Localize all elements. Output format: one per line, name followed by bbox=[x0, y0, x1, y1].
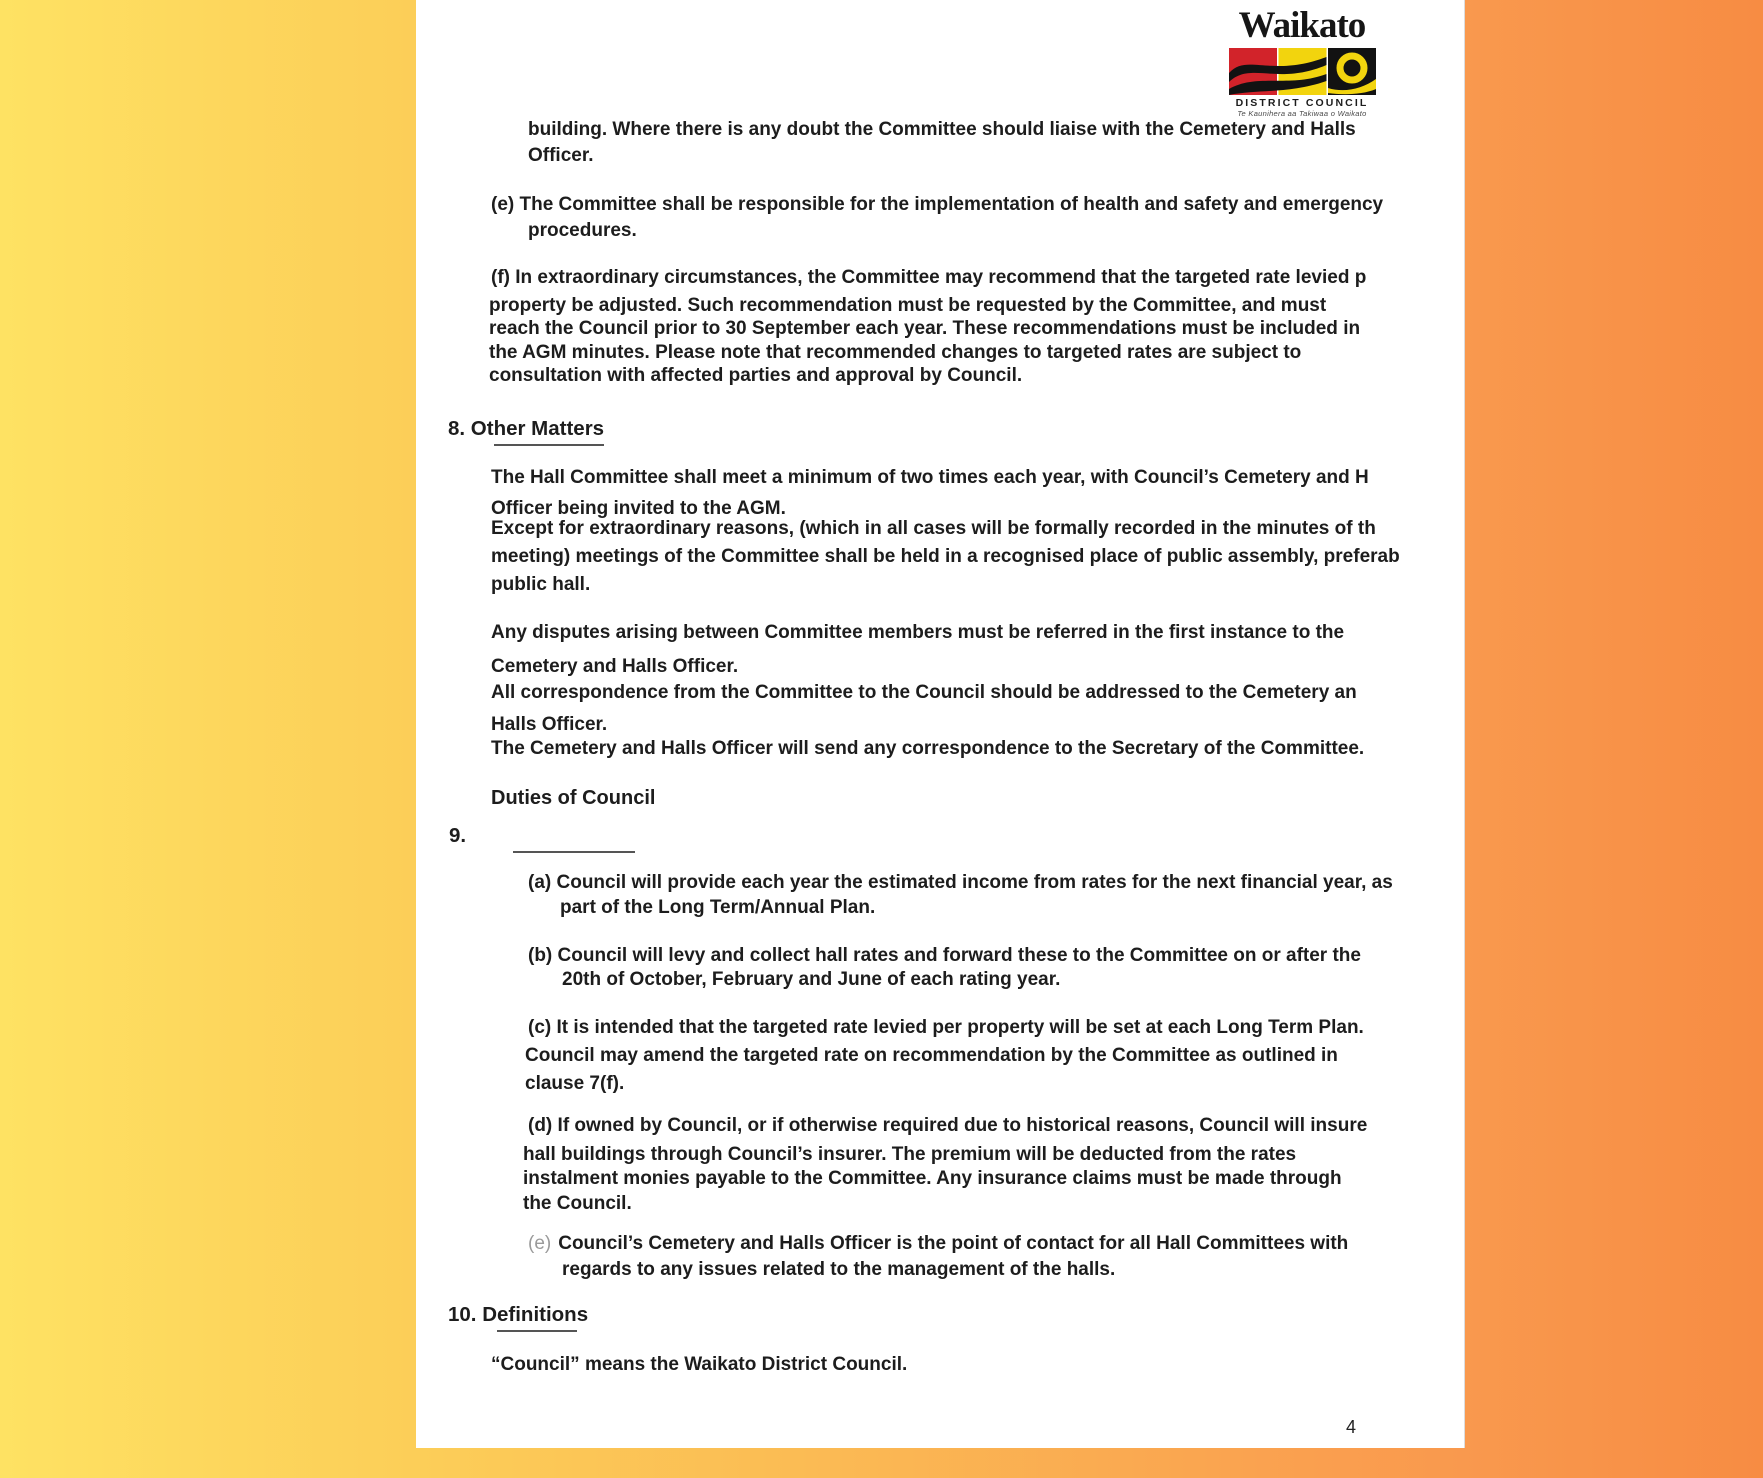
logo-district-council: DISTRICT COUNCIL bbox=[1235, 97, 1369, 109]
logo-flag-icon bbox=[1229, 48, 1376, 95]
paragraph-continuation bbox=[528, 117, 1356, 169]
logo-tagline: Te Kaunihera aa Takiwaa o Waikato bbox=[1237, 109, 1367, 118]
text-line: procedures. bbox=[528, 220, 637, 241]
text-line: Officer. bbox=[528, 145, 594, 166]
text-line: (d) If owned by Council, or if otherwise required due to historical reasons, Council will insure bbox=[528, 1115, 1368, 1136]
text-line: building. Where there is any doubt the Committee should liaise with the Cemetery and Halls bbox=[528, 119, 1356, 140]
text-line: hall buildings through Council’s insurer. The premium will be deducted from the rates bbox=[523, 1143, 1297, 1165]
logo-wordmark: Waikato bbox=[1238, 5, 1366, 46]
text-line: Any disputes arising between Committee members must be referred in the first instance to the bbox=[491, 622, 1345, 643]
text-line: The Hall Committee shall meet a minimum of two times each year, with Council’s Cemetery and H bbox=[491, 467, 1369, 488]
text-line: the AGM minutes. Please note that recommended changes to targeted rates are subject to bbox=[489, 341, 1302, 363]
text-line: Except for extraordinary reasons, (which in all cases will be formally recorded in the minutes of th bbox=[491, 518, 1376, 539]
clause-7e bbox=[491, 192, 1383, 244]
clause-9c bbox=[525, 1014, 1364, 1098]
clause-7f bbox=[489, 266, 1366, 388]
text-line: Cemetery and Halls Officer. bbox=[491, 656, 739, 677]
section-8-paragraph bbox=[491, 616, 1344, 684]
text-line: part of the Long Term/Annual Plan. bbox=[560, 897, 876, 918]
text-line: meeting) meetings of the Committee shall be held in a recognised place of public assembly, preferab bbox=[491, 546, 1400, 567]
text-line: (c) It is intended that the targeted rate levied per property will be set at each Long Term Plan. bbox=[528, 1017, 1364, 1038]
clause-9d bbox=[523, 1114, 1367, 1216]
text-line: (f) In extraordinary circumstances, the Committee may recommend that the targeted rate levied p bbox=[491, 267, 1367, 288]
clause-9a bbox=[528, 870, 1393, 920]
section-9-number: 9. bbox=[449, 824, 467, 847]
text-line: (a) Council will provide each year the estimated income from rates for the next financial year, as bbox=[528, 872, 1393, 893]
document-page bbox=[416, 0, 1465, 1448]
text-line: instalment monies payable to the Committee. Any insurance claims must be made through bbox=[523, 1168, 1342, 1189]
text-line: (b) Council will levy and collect hall rates and forward these to the Committee on or after the bbox=[528, 945, 1361, 966]
duties-heading: Duties of Council bbox=[491, 787, 656, 809]
text-line bbox=[528, 1231, 1348, 1257]
text-line: regards to any issues related to the management of the halls. bbox=[562, 1259, 1116, 1280]
section-8-paragraph bbox=[491, 515, 1400, 599]
text-line: the Council. bbox=[523, 1192, 632, 1214]
heading-text: 10. D bbox=[448, 1303, 497, 1326]
text-line: All correspondence from the Committee to the Council should be addressed to the Cemetery an bbox=[491, 682, 1357, 703]
section-9-blank-underline bbox=[513, 851, 635, 853]
text-line: consultation with affected parties and approval by Council. bbox=[489, 365, 1023, 386]
text-line: reach the Council prior to 30 September each year. These recommendations must be included in bbox=[489, 318, 1361, 339]
text-segment: Council’s Cemetery and Halls Officer is the point of contact for all Hall Committees with bbox=[558, 1233, 1349, 1254]
heading-underlined-text: her Matters bbox=[494, 417, 605, 446]
text-line: Officer being invited to the AGM. bbox=[491, 498, 786, 519]
section-10-heading bbox=[448, 1303, 588, 1327]
page-number: 4 bbox=[1346, 1417, 1357, 1437]
text-line: clause 7(f). bbox=[525, 1073, 625, 1094]
text-line: 20th of October, February and June of each rating year. bbox=[562, 969, 1061, 990]
clause-9e bbox=[528, 1231, 1348, 1283]
text-line: The Cemetery and Halls Officer will send any correspondence to the Secretary of the Committee. bbox=[491, 738, 1365, 759]
clause-marker: (e) bbox=[528, 1233, 552, 1254]
section-8-paragraph bbox=[491, 738, 1364, 760]
council-logo bbox=[1226, 6, 1378, 118]
text-line: public hall. bbox=[491, 574, 591, 595]
heading-underlined-text: efinition bbox=[497, 1303, 577, 1332]
text-line: property be adjusted. Such recommendation must be requested by the Committee, and must bbox=[489, 294, 1327, 316]
section-8-paragraph bbox=[491, 677, 1357, 741]
text-line: Council may amend the targeted rate on recommendation by the Committee as outlined in bbox=[525, 1045, 1338, 1066]
heading-text: 8. Ot bbox=[448, 417, 494, 440]
text-line: Halls Officer. bbox=[491, 714, 608, 735]
section-8-heading bbox=[448, 417, 604, 441]
clause-9b bbox=[528, 944, 1361, 992]
heading-text: s bbox=[576, 1303, 589, 1326]
definitions-body: “Council” means the Waikato District Council. bbox=[491, 1354, 908, 1375]
text-line: (e) The Committee shall be responsible for the implementation of health and safety and emergency bbox=[491, 194, 1384, 215]
